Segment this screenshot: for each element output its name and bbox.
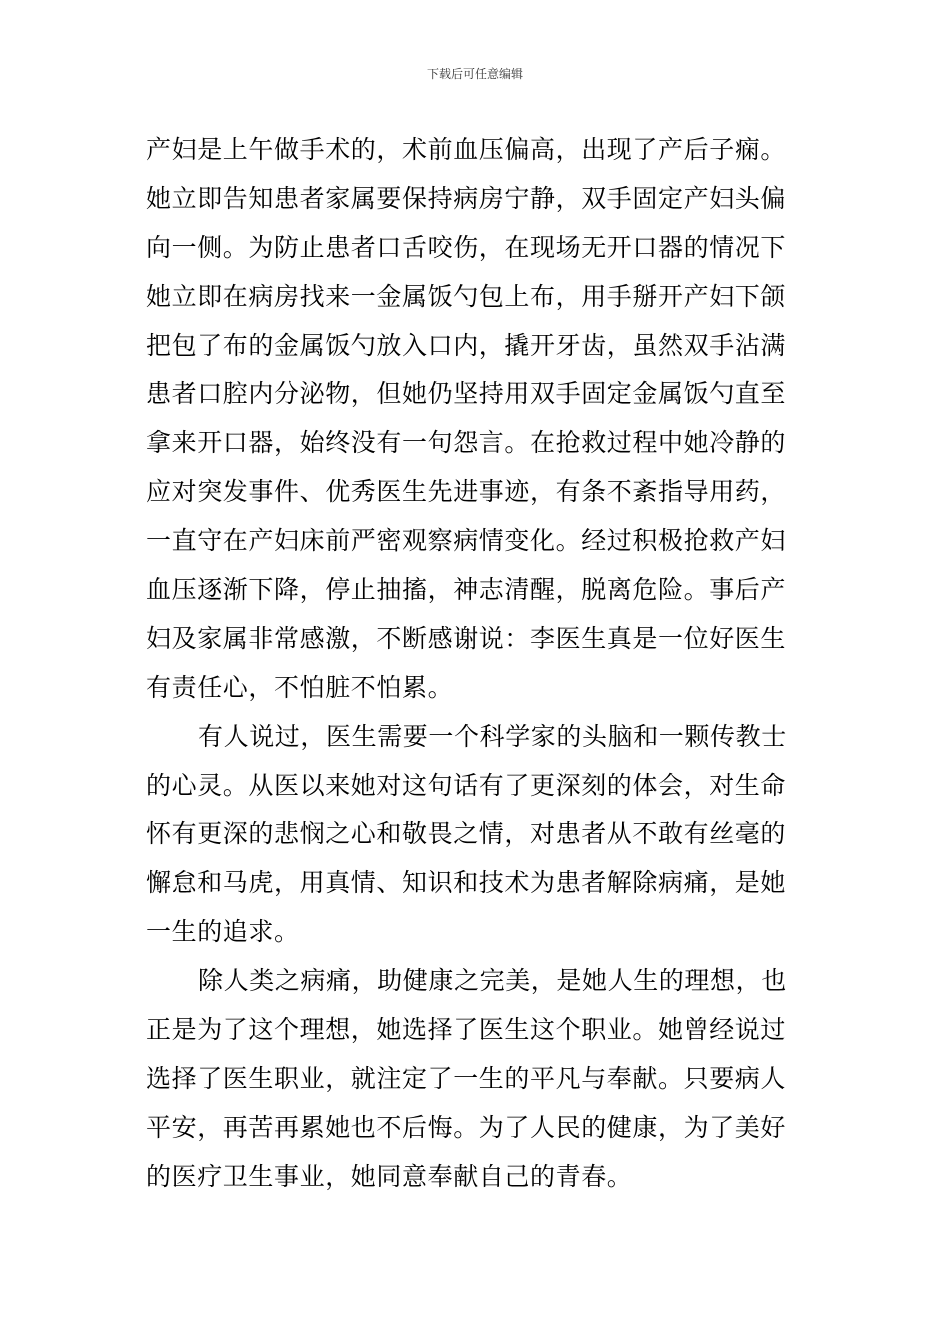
text-line: 正是为了这个理想，她选择了医生这个职业。她曾经说过 [146,1015,787,1045]
text-line: 她立即告知患者家属要保持病房宁静，双手固定产妇头偏 [146,183,787,213]
text-line: 血压逐渐下降，停止抽搐，神志清醒，脱离危险。事后产 [146,575,787,605]
document-body [146,126,808,1202]
paragraph-first-line: 除人类之病痛，助健康之完美，是她人生的理想，也 [198,966,787,996]
text-line: 平安，再苦再累她也不后悔。为了人民的健康，为了美好 [146,1112,787,1142]
text-line: 患者口腔内分泌物，但她仍坚持用双手固定金属饭勺直至 [146,379,787,409]
text-line: 拿来开口器，始终没有一句怨言。在抢救过程中她冷静的 [146,428,787,458]
text-line: 她立即在病房找来一金属饭勺包上布，用手掰开产妇下颌 [146,281,787,311]
text-line: 向一侧。为防止患者口舌咬伤，在现场无开口器的情况下 [146,232,787,262]
text-line: 有责任心，不怕脏不怕累。 [146,672,454,702]
text-line: 妇及家属非常感激，不断感谢说：李医生真是一位好医生 [146,623,787,653]
text-line: 一生的追求。 [146,917,300,947]
text-line: 产妇是上午做手术的，术前血压偏高，出现了产后子痫。 [146,135,787,164]
text-line: 的医疗卫生事业，她同意奉献自己的青春。 [146,1161,633,1191]
text-line: 把包了布的金属饭勺放入口内，撬开牙齿，虽然双手沾满 [146,330,787,360]
text-line: 应对突发事件、优秀医生先进事迹，有条不紊指导用药， [146,477,787,507]
text-line: 一直守在产妇床前严密观察病情变化。经过积极抢救产妇 [146,526,787,556]
page-header: 下载后可任意编辑 [426,67,523,81]
text-line: 怀有更深的悲悯之心和敬畏之情，对患者从不敢有丝毫的 [146,819,787,849]
text-line: 选择了医生职业，就注定了一生的平凡与奉献。只要病人 [146,1063,787,1093]
text-line: 懈怠和马虎，用真情、知识和技术为患者解除病痛，是她 [146,868,787,898]
paragraph-first-line: 有人说过，医生需要一个科学家的头脑和一颗传教士 [198,721,787,751]
text-line: 的心灵。从医以来她对这句话有了更深刻的体会，对生命 [146,770,787,800]
